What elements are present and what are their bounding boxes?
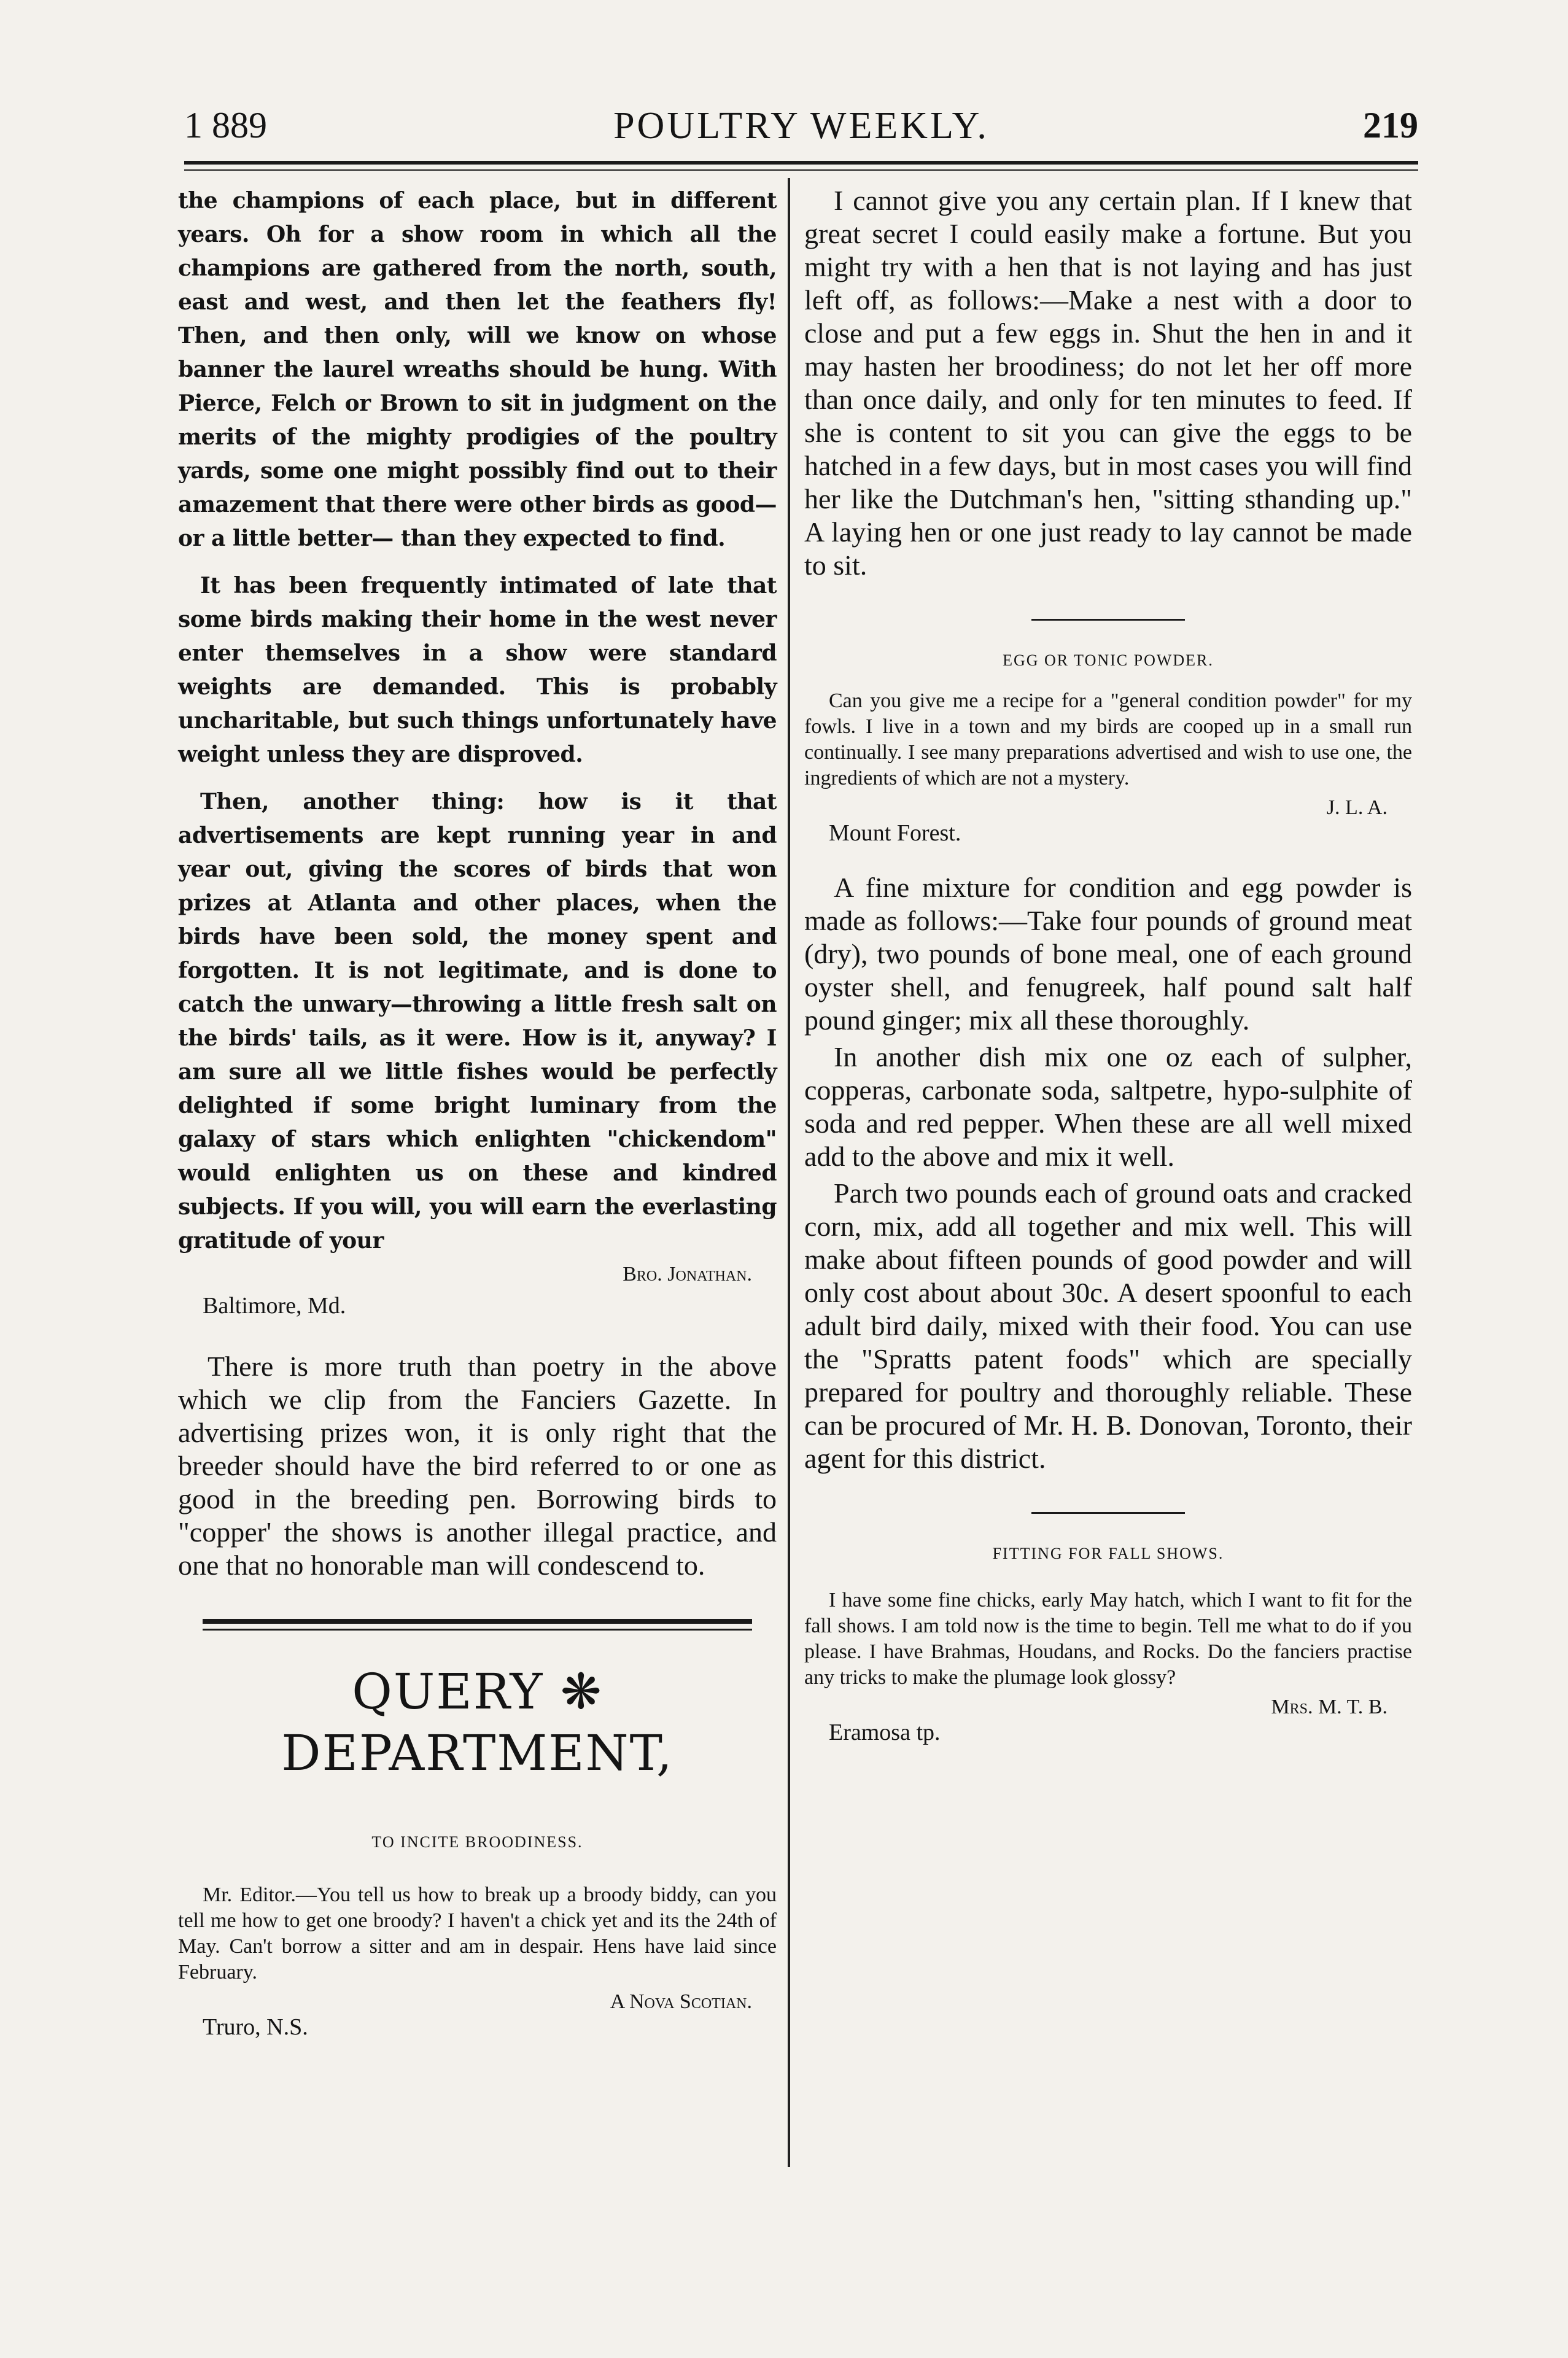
header-rule-thin xyxy=(184,169,1418,171)
page-header xyxy=(184,104,1418,160)
query-department-heading: QUERY ❋ DEPARTMENT, xyxy=(281,1663,673,1782)
query-signature-broodiness: A Nova Scotian. xyxy=(610,1990,752,2013)
right-column xyxy=(804,184,1412,1746)
answer-broodiness: I cannot give you any certain plan. If I knew that great secret I could easily make a fortune. But you might try with a hen that is not laying and has just left off, as follows:—Make a nest with a door to close and put a few eggs in. Shut the hen in and it may hasten her broodiness; do not let her off more than once daily, and only for ten minutes to feed. If she is content to sit you can give the eggs to be hatched in a few days, but in most cases you will find her like the Dutchman's hen, "sitting sthanding up." A laying hen or one just ready to lay cannot be made to sit. xyxy=(804,185,1412,581)
letter-place: Baltimore, Md. xyxy=(203,1293,346,1319)
section-rule-thin xyxy=(203,1629,752,1631)
query-place-egg-powder: Mount Forest. xyxy=(829,820,961,846)
query-text-egg-powder: Can you give me a recipe for a "general condition powder" for my fowls. I live in a town and my birds are cooped up in a small run continually. I see many preparations advertised and wish to use one, the ingredients of which are not a mystery. xyxy=(804,689,1412,789)
answer-egg-powder-3: Parch two pounds each of ground oats and cracked corn, mix, add all together and mix well. This will make about fifteen pounds of good powder and will only cost about about 30c. A desert spoonful to each adult bird daily, mixed with their food. You can use the "Spratts patent foods" which are specially prepared for poultry and thoroughly reliable. These can be procured of Mr. H. B. Donovan, Toronto, their agent for this district. xyxy=(804,1177,1412,1474)
header-title: POULTRY WEEKLY. xyxy=(613,105,989,147)
header-year: 1 889 xyxy=(184,105,267,145)
query-heading-fall-shows: FITTING FOR FALL SHOWS. xyxy=(992,1545,1224,1562)
answer-egg-powder-1: A fine mixture for condition and egg powder is made as follows:—Take four pounds of ground meat (dry), two pounds of bone meal, one of each ground oyster shell, and fenugreek, half pound salt half pound ginger; mix all these thoroughly. xyxy=(804,872,1412,1036)
query-signature-fall-shows: Mrs. M. T. B. xyxy=(1271,1696,1388,1718)
letter-paragraph-3: Then, another thing: how is it that advertisements are kept running year in and year out, giving the scores of birds that won prizes at Atlanta and other places, when the birds have been sold, the money spent and forgotten. It is not legitimate, and is done to catch the unwary—throwing a little fresh salt on the birds' tails, as it were. How is it, anyway? I am sure all we little fishes would be perfectly delighted if some bright luminary from the galaxy of stars which enlighten "chickendom" would enlighten us on these and kindred subjects. If you will, you will earn the everlasting gratitude of your xyxy=(178,789,777,1254)
divider-rule-1 xyxy=(1031,619,1185,621)
query-text-broodiness: Mr. Editor.—You tell us how to break up a broody biddy, can you tell me how to get one broody? I haven't a chick yet and its the 24th of May. Can't borrow a sitter and am in despair. Hens have laid since February. xyxy=(178,1883,777,1984)
letter-paragraph-1: the champions of each place, but in different years. Oh for a show room in which all the champions are gathered from the north, south, east and west, and then let the feathers fly! Then, and then only, will we know on whose banner the laurel wreaths should be hung. With Pierce, Felch or Brown to sit in judgment on the merits of the mighty prodigies of the poultry yards, some one might possibly find out to their amazement that there were other birds as good—or a little better— than they expected to find. xyxy=(178,188,777,551)
letter-paragraph-2: It has been frequently intimated of late that some birds making their home in the west never enter themselves in a show were standard weights are demanded. This is probably uncharitable, but such things unfortunately have weight unless they are disproved. xyxy=(178,573,777,767)
query-place-fall-shows: Eramosa tp. xyxy=(829,1720,941,1745)
query-place-broodiness: Truro, N.S. xyxy=(203,2014,308,2040)
query-heading-broodiness: TO INCITE BROODINESS. xyxy=(371,1833,583,1851)
query-text-fall-shows: I have some fine chicks, early May hatch, which I want to fit for the fall shows. I am told now is the time to begin. Tell me what to do if you please. I have Brahmas, Houdans, and Rocks. Do the fanciers practise any tricks to make the plumage look glossy? xyxy=(804,1589,1412,1689)
left-column xyxy=(178,184,777,2041)
answer-egg-powder-2: In another dish mix one oz each of sulpher, copperas, carbonate soda, saltpetre, hypo-sulphite of soda and red pepper. When these are all well mixed add to the above and mix it well. xyxy=(804,1041,1412,1172)
letter-signature: Bro. Jonathan. xyxy=(623,1263,752,1286)
header-rule xyxy=(184,161,1418,165)
query-signature-egg-powder: J. L. A. xyxy=(1326,796,1388,819)
column-divider xyxy=(788,178,790,2167)
editorial-comment: There is more truth than poetry in the above which we clip from the Fanciers Gazette. In advertising prizes won, it is only right that the breeder should have the bird referred to or one as good in the breeding pen. Borrowing birds to "copper' the shows is another illegal practice, and one that no honorable man will condescend to. xyxy=(178,1351,777,1581)
query-heading-egg-powder: EGG OR TONIC POWDER. xyxy=(1003,651,1214,669)
divider-rule-2 xyxy=(1031,1512,1185,1514)
page-number: 219 xyxy=(1363,105,1418,145)
section-rule-thick xyxy=(203,1619,752,1624)
